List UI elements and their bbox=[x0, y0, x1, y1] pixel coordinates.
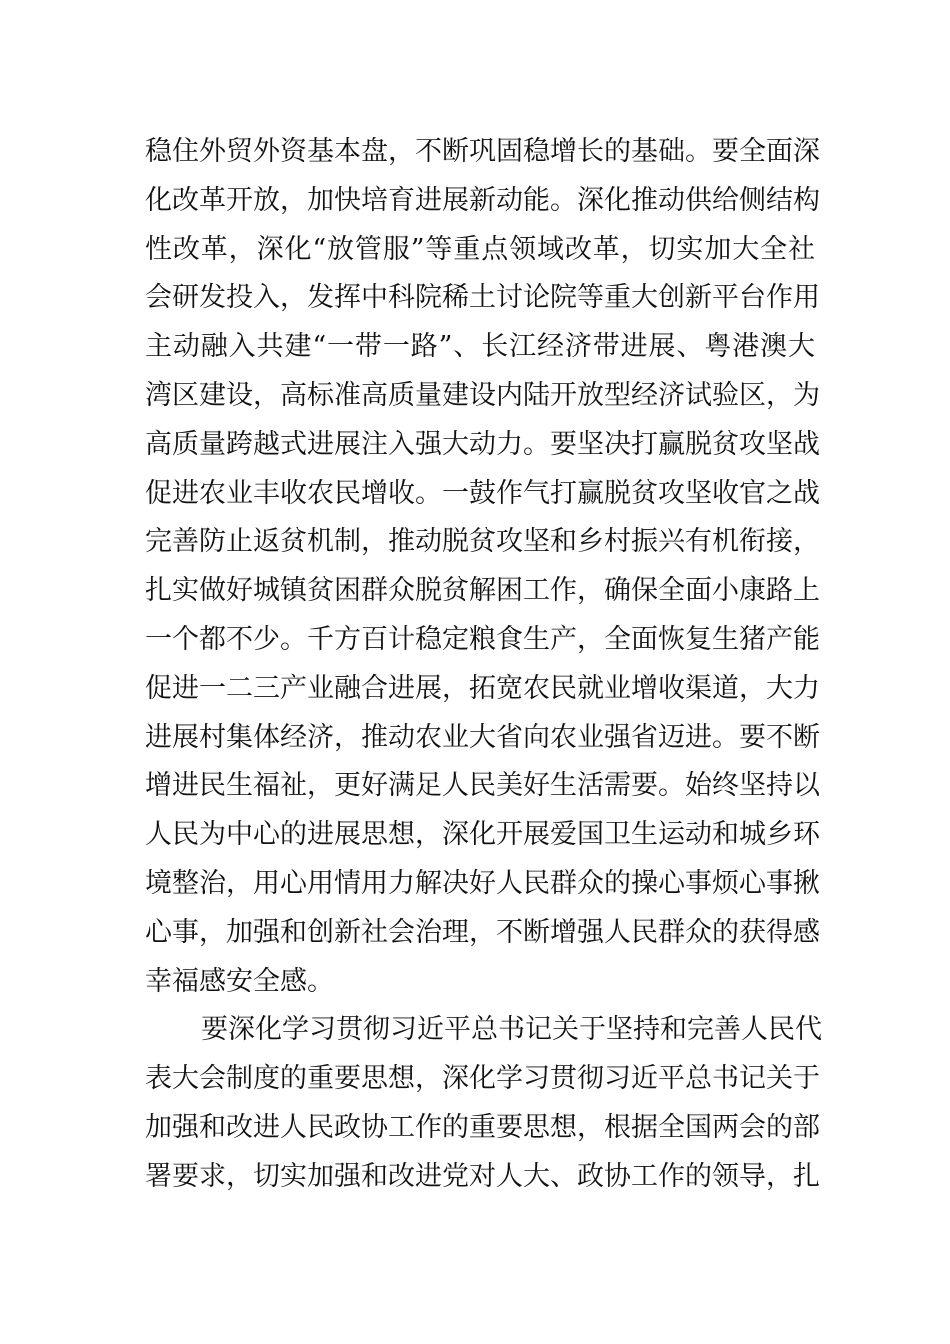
text-line: 主动融入共建“一带一路”、长江经济带进展、粤港澳大 bbox=[145, 331, 815, 363]
text-line: 扎实做好城镇贫困群众脱贫解困工作，确保全面小康路上 bbox=[145, 575, 820, 607]
text-line: 进展村集体经济，推动农业大省向农业强省迈进。要不断 bbox=[145, 721, 820, 753]
text-line: 湾区建设，高标准高质量建设内陆开放型经济试验区，为 bbox=[145, 379, 820, 411]
paragraph-end-line: 幸福感安全感。 bbox=[145, 965, 334, 997]
text-line: 高质量跨越式进展注入强大动力。要坚决打赢脱贫攻坚战 bbox=[145, 428, 820, 460]
text-line: 促进一二三产业融合进展，拓宽农民就业增收渠道，大力 bbox=[145, 672, 820, 704]
text-line: 化改革开放，加快培育进展新动能。深化推动供给侧结构 bbox=[145, 184, 820, 216]
text-line: 心事，加强和创新社会治理，不断增强人民群众的获得感 bbox=[145, 916, 820, 948]
body-text bbox=[145, 128, 822, 1202]
text-line: 人民为中心的进展思想，深化开展爱国卫生运动和城乡环 bbox=[145, 819, 820, 851]
text-line: 会研发投入，发挥中科院稀土讨论院等重大创新平台作用 bbox=[145, 282, 820, 314]
text-line: 稳住外贸外资基本盘，不断巩固稳增长的基础。要全面深 bbox=[145, 136, 820, 167]
text-line: 促进农业丰收农民增收。一鼓作气打赢脱贫攻坚收官之战 bbox=[145, 477, 820, 509]
text-line: 一个都不少。千方百计稳定粮食生产，全面恢复生猪产能 bbox=[145, 623, 820, 655]
paragraph-first-line: 要深化学习贯彻习近平总书记关于坚持和完善人民代 bbox=[201, 1014, 822, 1046]
text-line: 性改革，深化“放管服”等重点领域改革，切实加大全社 bbox=[145, 233, 815, 265]
text-line: 完善防止返贫机制，推动脱贫攻坚和乡村振兴有机衔接， bbox=[145, 526, 820, 558]
text-line: 表大会制度的重要思想，深化学习贯彻习近平总书记关于 bbox=[145, 1063, 820, 1095]
text-line: 加强和改进人民政协工作的重要思想，根据全国两会的部 bbox=[145, 1111, 820, 1143]
text-line: 境整治，用心用情用力解决好人民群众的操心事烦心事揪 bbox=[145, 867, 820, 899]
text-line: 署要求，切实加强和改进党对人大、政协工作的领导，扎 bbox=[145, 1160, 820, 1192]
text-line: 增进民生福祉，更好满足人民美好生活需要。始终坚持以 bbox=[145, 770, 820, 802]
